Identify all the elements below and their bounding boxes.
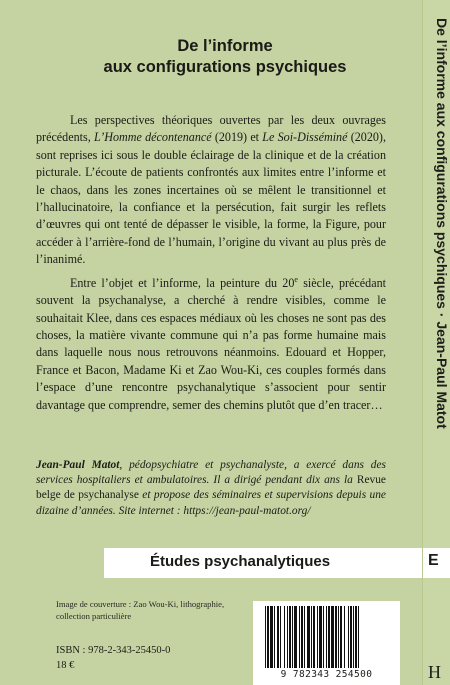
blurb-paragraph-1 — [36, 112, 386, 269]
barcode-bar — [270, 606, 273, 668]
barcode-bar — [299, 606, 300, 668]
barcode-bar — [301, 606, 303, 668]
blurb-paragraph-2 — [36, 271, 386, 414]
blurb-text: Entre l’objet et l’informe, la peinture du 20 — [70, 275, 295, 290]
author-bio-text: et propose des séminaires et supervisions depuis une dizaine d’années. Site internet : https://jean-paul-matot.org/ — [36, 489, 386, 517]
barcode-bar — [267, 606, 269, 668]
work-title: Le Soi-Disséminé — [262, 130, 348, 145]
blurb — [36, 112, 386, 414]
book-title-line1: De l’informe — [177, 37, 273, 55]
credit-line: collection particulière — [56, 611, 132, 621]
barcode-bar — [326, 606, 327, 668]
barcode-bar — [284, 606, 285, 668]
spine-publisher-initial: H — [428, 662, 441, 682]
barcode-digits: 9 782343 254500 — [280, 669, 373, 680]
barcode-bar — [292, 606, 293, 668]
isbn-number: ISBN : 978-2-343-25450-0 — [56, 645, 171, 656]
book-title — [60, 36, 390, 78]
barcode-bar — [313, 606, 315, 668]
work-title: L’Homme décontenancé — [93, 130, 212, 145]
barcode-bar — [265, 606, 266, 668]
barcode-bar — [355, 606, 357, 668]
isbn-block — [56, 643, 170, 673]
barcode-bars — [253, 601, 400, 671]
blurb-text: siècle, précédant souvent la psychanalyse, a cherché à rendre visibles, comme le souhaitait Klee, dans ces espaces médiaux où les choses ne sont pas des choses, la matière vivante commune qui n’a pas forme humaine mais dans laquelle nous nous retrouvons néanmoins. Edouard et Hopper, France et Bacon, Madame Ki et Zao Wou-Ki, ces couples formés dans l’espace d’une rencontre psychanalytique s’associent pour sentir davantage que comprendre, semer des chemins plutôt que d’en tracer… — [36, 275, 386, 412]
spine-series-initial: E — [428, 552, 439, 569]
superscript: e — [294, 274, 298, 284]
spine-title: De l’informe aux configurations psychiques · Jean-Paul Matot — [434, 18, 450, 429]
author-bio — [36, 458, 386, 519]
book-title-line2: aux configurations psychiques — [103, 58, 347, 76]
barcode-bar — [323, 606, 324, 668]
series-label: Études psychanalytiques — [150, 553, 331, 570]
barcode-bar — [289, 606, 291, 668]
cover-image-credit — [56, 598, 266, 622]
barcode-bar — [335, 606, 337, 668]
barcode-bar — [353, 606, 354, 668]
barcode-bar — [277, 606, 279, 668]
barcode-bar — [328, 606, 330, 668]
barcode-bar — [280, 606, 281, 668]
barcode-bar — [319, 606, 322, 668]
blurb-text: (2019) et — [211, 130, 263, 145]
barcode-bar — [304, 606, 305, 668]
blurb-text: Les perspectives théoriques ouvertes par les deux ouvrages précédents, — [36, 113, 386, 145]
barcode-bar — [340, 606, 342, 668]
journal-name: Revue belge de psychanalyse — [36, 474, 386, 502]
barcode-bar — [294, 606, 297, 668]
barcode-bar — [344, 606, 345, 668]
barcode-bar — [311, 606, 312, 668]
author-bio-text: , pédopsychiatre et psychanalyste, a exercé dans des services hospitaliers et ambulatoires. Il a dirigé pendant dix ans la — [36, 459, 386, 487]
price: 18 € — [56, 660, 75, 671]
author-name: Jean-Paul Matot — [36, 459, 120, 471]
barcode — [253, 601, 400, 685]
barcode-bar — [358, 606, 359, 668]
barcode-bar — [331, 606, 334, 668]
credit-line: Image de couverture : Zao Wou-Ki, lithographie, — [56, 599, 225, 609]
barcode-bar — [287, 606, 288, 668]
barcode-bar — [274, 606, 275, 668]
blurb-text: (2020), sont reprises ici sous le double éclairage de la clinique et de la création picturale. L’écoute de patients confrontés aux limites entre l’informe et le chaos, dans les zones incertaines où se mêlent le transitionnel et l’hallucinatoire, la confiance et la persécution, fait surgir les reflets d’œuvres qui ont tenté de dépasser le visible, la forme, la Figure, pour accéder à l’arrière-fond de l’humain, l’origine du vivant au plus près de l’inanimé. — [36, 130, 386, 267]
barcode-bar — [307, 606, 310, 668]
barcode-bar — [317, 606, 318, 668]
barcode-bar — [348, 606, 349, 668]
barcode-bar — [350, 606, 352, 668]
barcode-bar — [338, 606, 339, 668]
